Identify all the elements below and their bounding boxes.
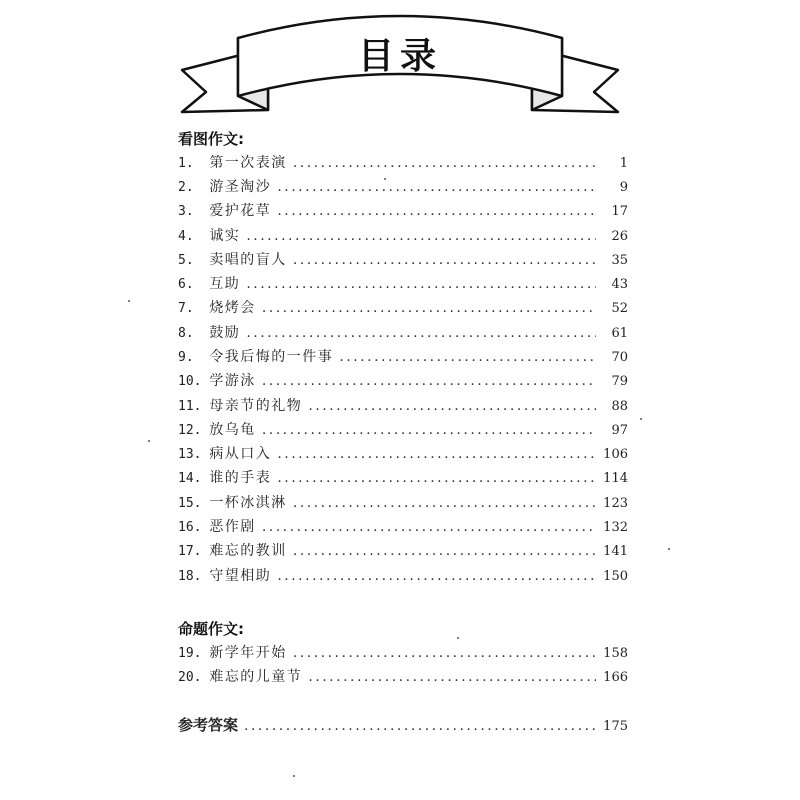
toc-entry[interactable] — [178, 370, 628, 392]
dot-leader — [277, 568, 596, 584]
toc-entry[interactable] — [178, 492, 628, 514]
scan-speck — [384, 178, 386, 180]
toc-entry[interactable] — [178, 273, 628, 295]
entry-page: 123 — [603, 496, 628, 511]
entry-number: 14. — [178, 471, 210, 486]
scan-speck — [457, 637, 459, 639]
entry-number: 19. — [178, 646, 210, 661]
toc-entry[interactable] — [178, 565, 628, 587]
entry-number: 15. — [178, 496, 210, 511]
entry-page: 166 — [603, 670, 628, 685]
toc-entry[interactable] — [178, 395, 628, 417]
section-heading-topic-composition: 命题作文: — [178, 620, 244, 638]
entry-number: 11. — [178, 399, 210, 414]
entry-title: 烧烤会 — [209, 300, 256, 316]
entry-page: 150 — [603, 569, 628, 584]
toc-entry[interactable] — [178, 152, 628, 174]
dot-leader — [277, 179, 596, 195]
entry-page: 70 — [611, 350, 628, 365]
entry-number: 8. — [178, 326, 210, 341]
dot-leader — [262, 300, 596, 316]
dot-leader — [262, 422, 596, 438]
dot-leader — [277, 470, 596, 486]
entry-number: 10. — [178, 374, 210, 389]
entry-title: 互助 — [209, 276, 241, 292]
dot-leader — [339, 349, 596, 365]
entry-page: 114 — [603, 471, 628, 486]
toc-entry[interactable] — [178, 516, 628, 538]
entry-number: 18. — [178, 569, 210, 584]
entry-page: 132 — [603, 520, 628, 535]
dot-leader — [308, 398, 596, 414]
toc-entry[interactable] — [178, 225, 628, 247]
toc-entry[interactable] — [178, 346, 628, 368]
entry-title: 母亲节的礼物 — [209, 398, 303, 414]
entry-number: 17. — [178, 544, 210, 559]
toc-entry[interactable] — [178, 467, 628, 489]
entry-title: 爱护花草 — [209, 203, 272, 219]
toc-entry[interactable] — [178, 419, 628, 441]
entry-title: 卖唱的盲人 — [209, 252, 287, 268]
scan-speck — [668, 548, 670, 550]
dot-leader — [277, 446, 596, 462]
entry-title: 诚实 — [209, 228, 241, 244]
entry-number: 7. — [178, 301, 210, 316]
dot-leader — [293, 252, 596, 268]
entry-title: 令我后悔的一件事 — [209, 349, 334, 365]
entry-number: 2. — [178, 180, 210, 195]
entry-number: 9. — [178, 350, 210, 365]
entry-number: 5. — [178, 253, 210, 268]
entry-number: 13. — [178, 447, 210, 462]
entry-title: 恶作剧 — [209, 519, 256, 535]
dot-leader — [262, 519, 596, 535]
dot-leader — [244, 718, 596, 734]
dot-leader — [277, 203, 596, 219]
entry-page: 35 — [611, 253, 628, 268]
scan-speck — [148, 440, 150, 442]
entry-title: 第一次表演 — [209, 155, 287, 171]
toc-entry[interactable] — [178, 322, 628, 344]
entry-title: 守望相助 — [209, 568, 272, 584]
dot-leader — [293, 543, 596, 559]
entry-page: 17 — [611, 204, 628, 219]
answers-title: 参考答案 — [178, 716, 239, 734]
dot-leader — [246, 228, 596, 244]
entry-page: 1 — [619, 156, 628, 171]
entry-page: 9 — [619, 180, 628, 195]
entry-title: 难忘的儿童节 — [209, 669, 303, 685]
toc-entry[interactable] — [178, 443, 628, 465]
scan-speck — [640, 418, 642, 420]
entry-title: 学游泳 — [209, 373, 256, 389]
entry-page: 88 — [611, 399, 628, 414]
entry-title: 难忘的教训 — [209, 543, 287, 559]
toc-entry[interactable] — [178, 249, 628, 271]
entry-number: 4. — [178, 229, 210, 244]
entry-title: 鼓励 — [209, 325, 241, 341]
dot-leader — [246, 276, 596, 292]
entry-page: 43 — [611, 277, 628, 292]
scan-speck — [293, 775, 295, 777]
toc-entry[interactable] — [178, 666, 628, 688]
entry-number: 6. — [178, 277, 210, 292]
dot-leader — [293, 645, 596, 661]
section-heading-picture-composition: 看图作文: — [178, 130, 244, 148]
page-title: 目录 — [357, 36, 442, 77]
dot-leader — [293, 155, 596, 171]
entry-title: 谁的手表 — [209, 470, 272, 486]
toc-entry-answers[interactable] — [178, 714, 628, 736]
dot-leader — [293, 495, 596, 511]
entry-number: 3. — [178, 204, 210, 219]
scan-speck — [128, 300, 130, 302]
toc-entry[interactable] — [178, 540, 628, 562]
dot-leader — [262, 373, 596, 389]
entry-page: 106 — [603, 447, 628, 462]
entry-title: 病从口入 — [209, 446, 272, 462]
entry-page: 158 — [603, 646, 628, 661]
entry-number: 16. — [178, 520, 210, 535]
entry-title: 放乌龟 — [209, 422, 256, 438]
entry-page: 141 — [603, 544, 628, 559]
entry-page: 97 — [611, 423, 628, 438]
dot-leader — [246, 325, 596, 341]
entry-page: 52 — [611, 301, 628, 316]
toc-entry[interactable] — [178, 176, 628, 198]
entry-page: 61 — [611, 326, 628, 341]
entry-number: 1. — [178, 156, 210, 171]
entry-number: 12. — [178, 423, 210, 438]
entry-page: 79 — [611, 374, 628, 389]
toc-entry[interactable] — [178, 297, 628, 319]
entry-title: 一杯冰淇淋 — [209, 495, 287, 511]
entry-title: 新学年开始 — [209, 645, 287, 661]
entry-number: 20. — [178, 670, 210, 685]
toc-entry[interactable] — [178, 200, 628, 222]
answers-page: 175 — [603, 719, 628, 734]
dot-leader — [308, 669, 596, 685]
entry-title: 游圣淘沙 — [209, 179, 272, 195]
toc-entry[interactable] — [178, 642, 628, 664]
entry-page: 26 — [611, 229, 628, 244]
